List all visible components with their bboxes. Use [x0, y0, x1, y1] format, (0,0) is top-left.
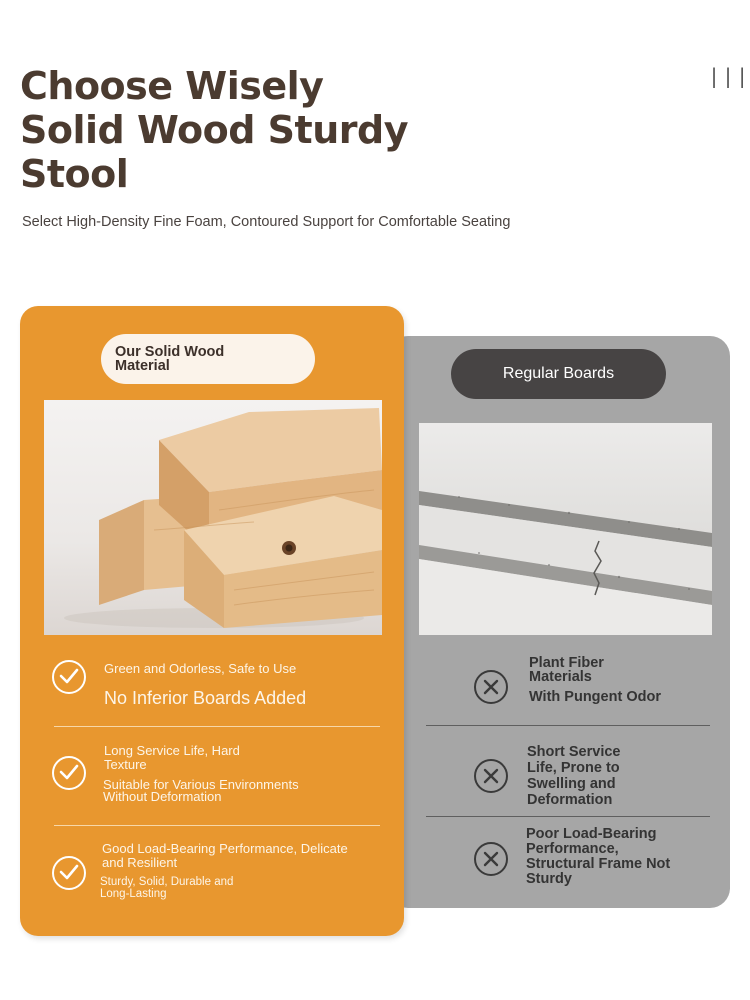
solid-wood-feature-2 — [20, 738, 404, 808]
x-circle-icon — [474, 842, 508, 876]
solid-wood-feature-2-detail: Suitable for Various Environments Without Deformation — [103, 777, 299, 804]
regular-feature-1-text: Plant Fiber Materials With Pungent Odor — [529, 655, 661, 705]
solid-wood-feature-3 — [20, 838, 404, 908]
check-icon — [52, 856, 86, 890]
title-line-3: Stool — [20, 152, 129, 196]
regular-feature-3 — [388, 824, 730, 890]
wood-blocks-illustration — [44, 400, 382, 635]
check-icon — [52, 660, 86, 694]
solid-wood-feature-3-detail: Sturdy, Solid, Durable and Long-Lasting — [100, 876, 234, 900]
regular-divider-2 — [426, 816, 710, 817]
x-circle-icon — [474, 670, 508, 704]
solid-wood-feature-1-highlight: No Inferior Boards Added — [104, 688, 307, 708]
solid-wood-feature-1 — [20, 652, 404, 712]
regular-feature-3-text: Poor Load-Bearing Performance, Structural Frame Not Sturdy — [526, 826, 671, 887]
title-line-1: Choose Wisely — [20, 64, 324, 108]
regular-boards-panel — [388, 336, 730, 908]
solid-wood-blocks-photo — [44, 400, 382, 635]
regular-feature-2-text: Short Service Life, Prone to Swelling and Deformation — [527, 744, 621, 808]
board-illustration — [419, 423, 712, 635]
solid-wood-feature-3-text: Good Load-Bearing Performance, Delicate and Resilient — [102, 841, 348, 870]
solid-wood-divider-1 — [54, 726, 380, 727]
regular-divider-1 — [426, 725, 710, 726]
solid-wood-feature-2-text: Long Service Life, Hard Texture — [104, 743, 240, 772]
title-line-2: Solid Wood Sturdy — [20, 108, 408, 152]
solid-wood-feature-1-text: Green and Odorless, Safe to Use — [104, 661, 297, 676]
page-subtitle: Select High-Density Fine Foam, Contoured Support for Comfortable Seating — [22, 214, 511, 230]
x-circle-icon — [474, 759, 508, 793]
solid-wood-panel — [20, 306, 404, 936]
page-title — [20, 64, 540, 196]
solid-wood-divider-2 — [54, 825, 380, 826]
cracked-particle-board-photo — [419, 423, 712, 635]
corner-mark: ||| — [708, 64, 750, 88]
regular-boards-label: Regular Boards — [451, 349, 666, 399]
regular-feature-1 — [388, 656, 730, 716]
check-icon — [52, 756, 86, 790]
solid-wood-label: Our Solid Wood Material — [101, 334, 315, 384]
regular-feature-2 — [388, 742, 730, 812]
